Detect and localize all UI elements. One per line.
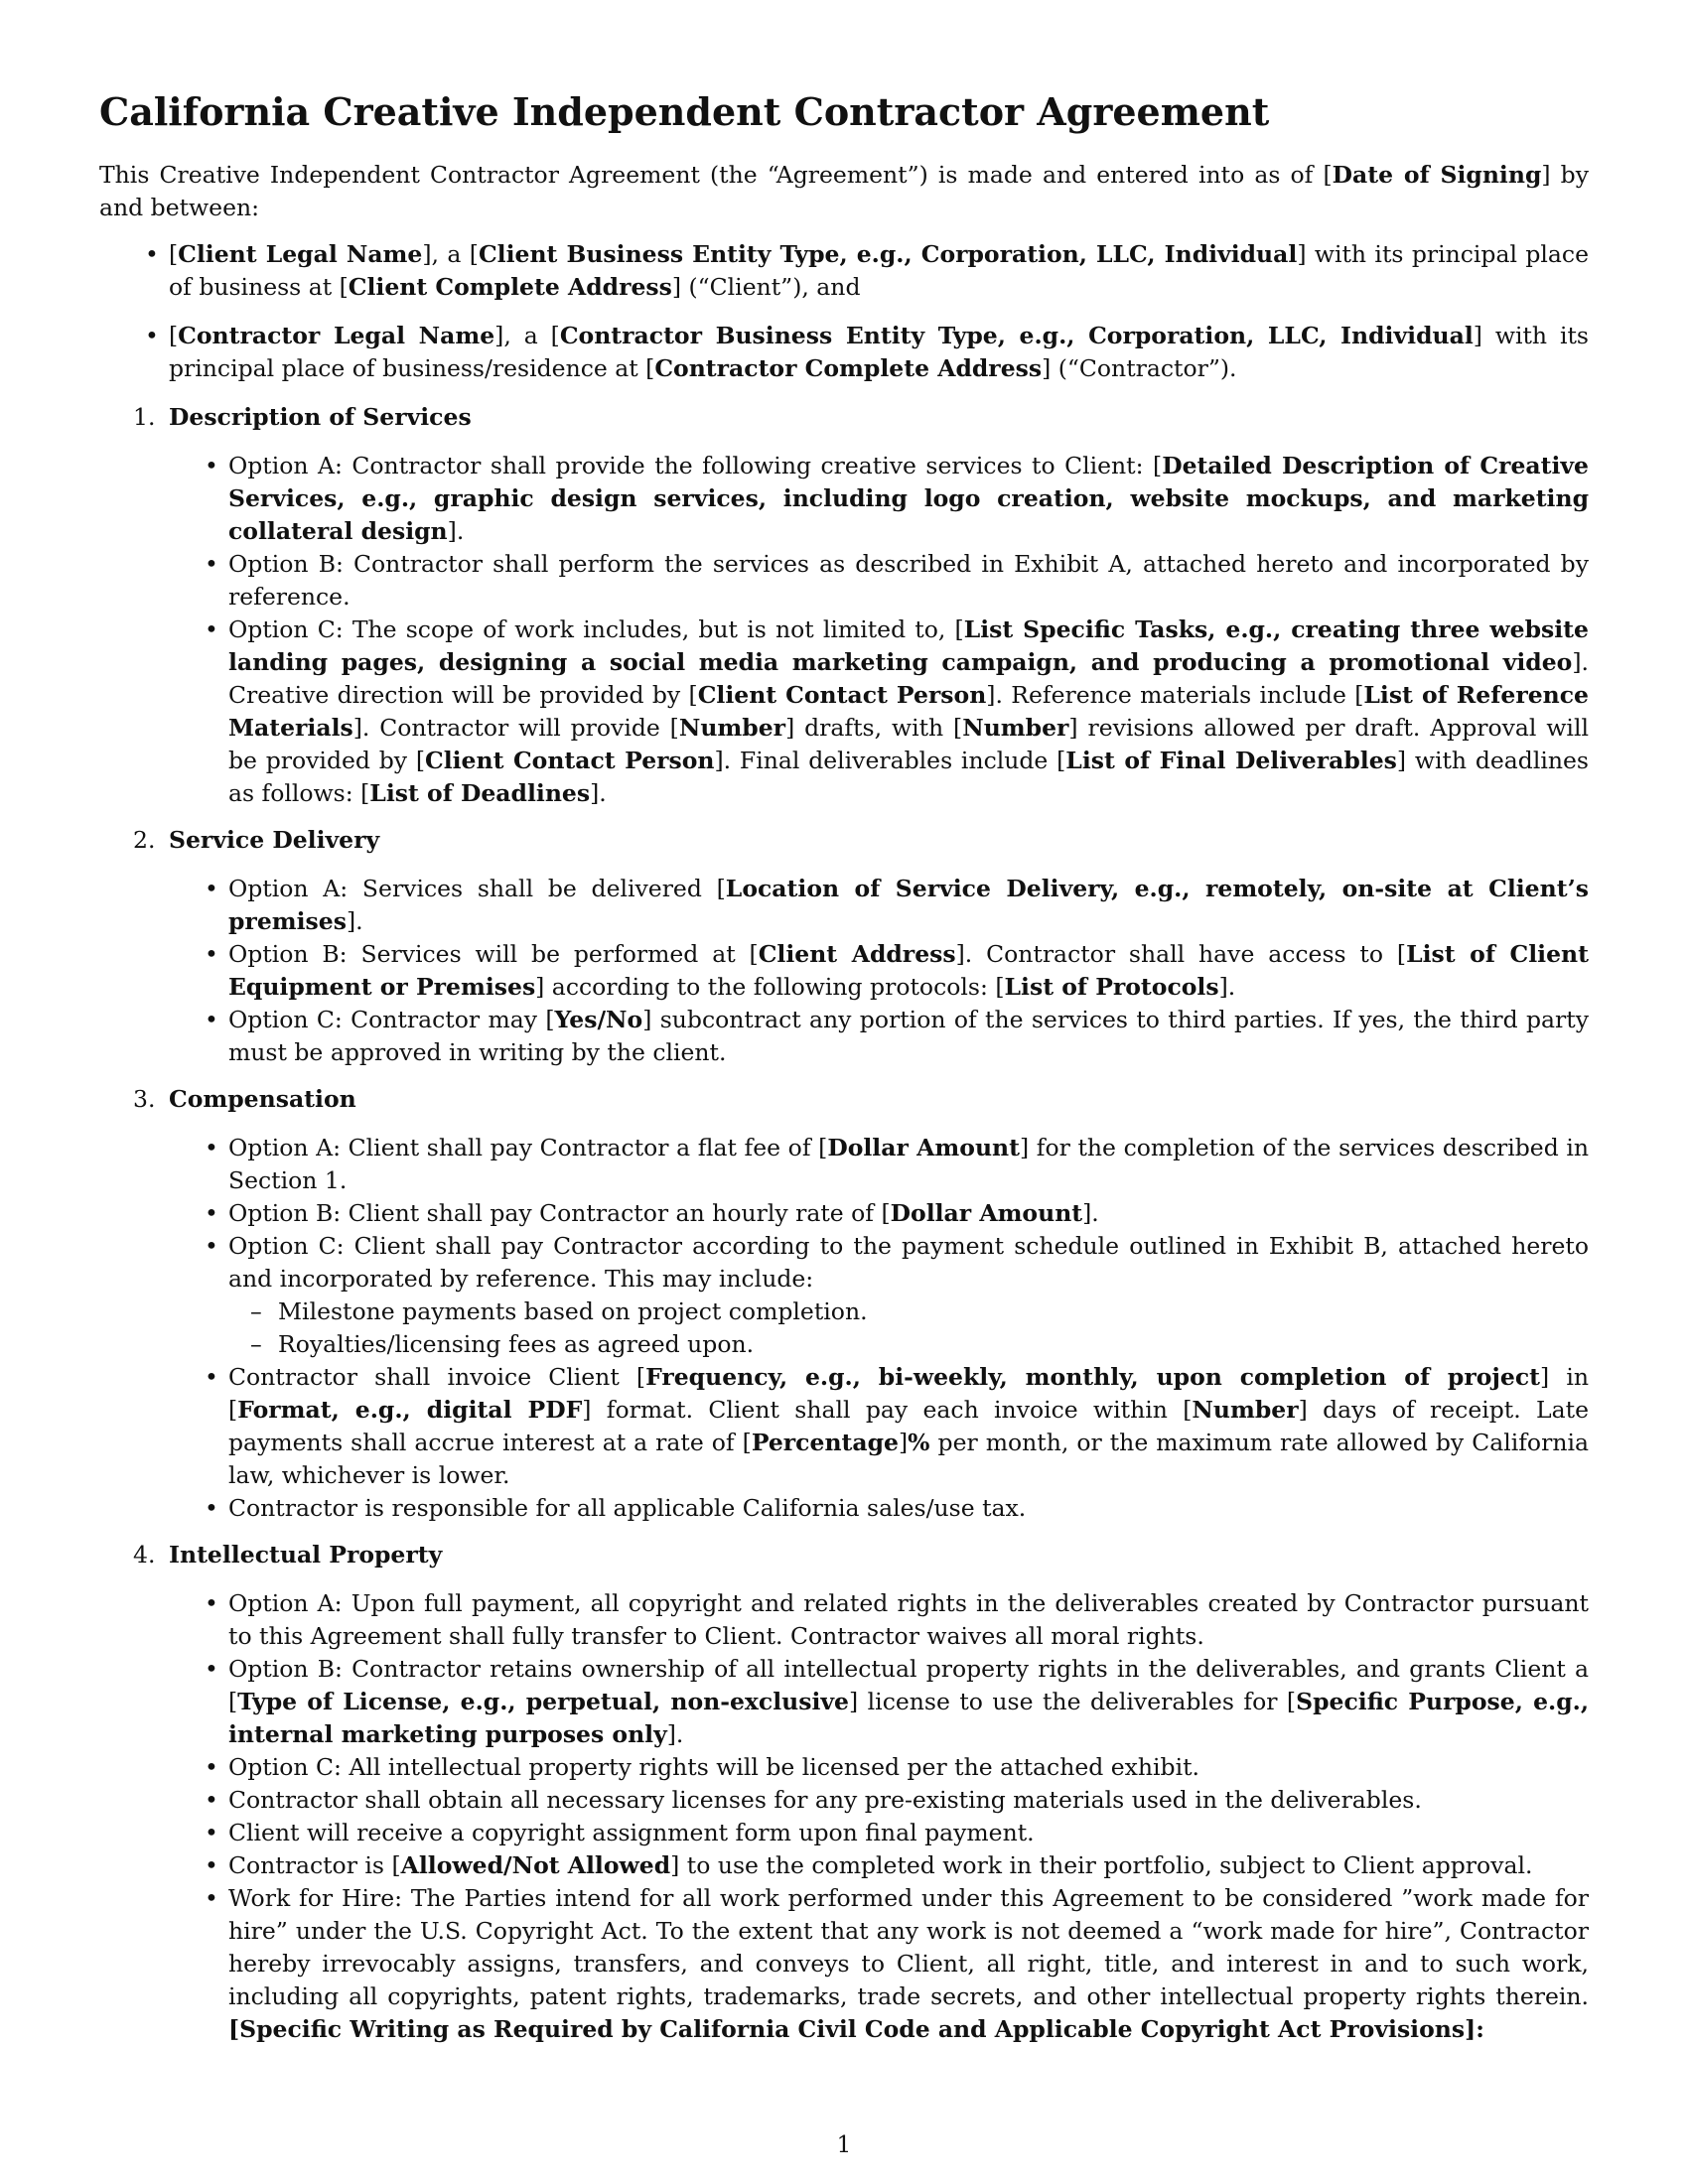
sections-list xyxy=(99,401,1589,2046)
work-for-hire-clause: • Work for Hire: The Parties intend for all work performed under this Agreement to be considered ”work made for hire” under the U.S. Copyright Act. To the extent that any work is not deemed a “work made for hire”, Contractor hereby irrevocably assigns, transfers, and conveys to Client, all right, title, and interest in and to such work, including all copyrights, patent rights, trademarks, trade secrets, and other intellectual property rights therein. [Specific Writing as Required by California Civil Code and Applicable Copyright Act Provisions]: xyxy=(228,1882,1589,2046)
option-c: • Option C: All intellectual property rights will be licensed per the attached exhibit. xyxy=(228,1751,1589,1784)
option-a: • Option A: Services shall be delivered [Location of Service Delivery, e.g., remotely, on-site at Client’s premises]. xyxy=(228,873,1589,938)
option-c: • Option C: Client shall pay Contractor according to the payment schedule outlined in Exhibit B, attached hereto and incorporated by reference. This may include: – Milestone payments based on project completion. – Royalties/licensing fees as agreed upon. xyxy=(228,1230,1589,1361)
section-title: Compensation xyxy=(169,1085,356,1113)
section-description-of-services xyxy=(133,401,1590,810)
section-title: Service Delivery xyxy=(169,826,380,854)
intro-paragraph: This Creative Independent Contractor Agreement (the “Agreement”) is made and entered into as of [Date of Signing] by and between: xyxy=(99,161,1589,221)
sub-item: – Royalties/licensing fees as agreed upon. xyxy=(278,1328,1589,1361)
option-a: • Option A: Upon full payment, all copyright and related rights in the deliverables created by Contractor pursuant to this Agreement shall fully transfer to Client. Contractor waives all moral rights. xyxy=(228,1587,1589,1653)
page-number: 1 xyxy=(836,2132,852,2158)
section-service-delivery xyxy=(133,824,1589,1069)
party-client: • [Client Legal Name], a [Client Business Entity Type, e.g., Corporation, LLC, Individual] with its principal place of business at [Client Complete Address] (“Client”), and xyxy=(169,238,1589,304)
option-a: • Option A: Contractor shall provide the following creative services to Client: [Detailed Description of Creative Services, e.g., graphic design services, including logo creation, website mockups, and marketing collateral design]. xyxy=(228,450,1589,548)
section-intellectual-property xyxy=(133,1539,1590,2046)
document-title: California Creative Independent Contractor Agreement xyxy=(99,89,1270,134)
option-b: • Option B: Contractor shall perform the services as described in Exhibit A, attached hereto and incorporated by reference. xyxy=(228,548,1589,614)
section-number: 2. xyxy=(133,826,156,854)
option-c: • Option C: The scope of work includes, but is not limited to, [List Specific Tasks, e.g., creating three website landing pages, designing a social media marketing campaign, and producing a promotional video]. Creative direction will be provided by [Client Contact Person]. Reference materials include [List of Reference Materials]. Contractor will provide [Number] drafts, with [Number] revisions allowed per draft. Approval will be provided by [Client Contact Person]. Final deliverables include [List of Final Deliverables] with deadlines as follows: [List of Deadlines]. xyxy=(228,614,1589,810)
copyright-assignment-clause: • Client will receive a copyright assignment form upon final payment. xyxy=(228,1817,1589,1849)
portfolio-clause: • Contractor is [Allowed/Not Allowed] to use the completed work in their portfolio, subject to Client approval. xyxy=(228,1849,1589,1882)
section-compensation xyxy=(133,1083,1590,1525)
section-title: Intellectual Property xyxy=(169,1541,443,1569)
section-number: 4. xyxy=(133,1541,156,1569)
preexisting-materials-clause: • Contractor shall obtain all necessary licenses for any pre-existing materials used in the deliverables. xyxy=(228,1784,1589,1817)
document-page xyxy=(99,87,1589,2046)
parties-list xyxy=(99,238,1589,385)
section-number: 3. xyxy=(133,1085,156,1113)
party-contractor: • [Contractor Legal Name], a [Contractor Business Entity Type, e.g., Corporation, LLC, Individual] with its principal place of business/residence at [Contractor Complete Address] (“Contractor”). xyxy=(169,320,1589,385)
tax-clause: • Contractor is responsible for all applicable California sales/use tax. xyxy=(228,1492,1589,1525)
section-title: Description of Services xyxy=(169,403,472,431)
option-a: • Option A: Client shall pay Contractor a flat fee of [Dollar Amount] for the completion of the services described in Section 1. xyxy=(228,1132,1589,1197)
date-placeholder: Date of Signing xyxy=(1332,161,1542,189)
option-b: • Option B: Client shall pay Contractor an hourly rate of [Dollar Amount]. xyxy=(228,1197,1589,1230)
sub-item: – Milestone payments based on project completion. xyxy=(278,1296,1589,1328)
section-number: 1. xyxy=(133,403,156,431)
option-c: • Option C: Contractor may [Yes/No] subcontract any portion of the services to third parties. If yes, the third party must be approved in writing by the client. xyxy=(228,1004,1589,1069)
invoice-terms: • Contractor shall invoice Client [Frequency, e.g., bi-weekly, monthly, upon completion of project] in [Format, e.g., digital PDF] format. Client shall pay each invoice within [Number] days of receipt. Late payments shall accrue interest at a rate of [Percentage]% per month, or the maximum rate allowed by California law, whichever is lower. xyxy=(228,1361,1589,1492)
option-b: • Option B: Contractor retains ownership of all intellectual property rights in the deliverables, and grants Client a [Type of License, e.g., perpetual, non-exclusive] license to use the deliverables for [Specific Purpose, e.g., internal marketing purposes only]. xyxy=(228,1653,1589,1751)
option-b: • Option B: Services will be performed at [Client Address]. Contractor shall have access to [List of Client Equipment or Premises] according to the following protocols: [List of Protocols]. xyxy=(228,938,1589,1004)
